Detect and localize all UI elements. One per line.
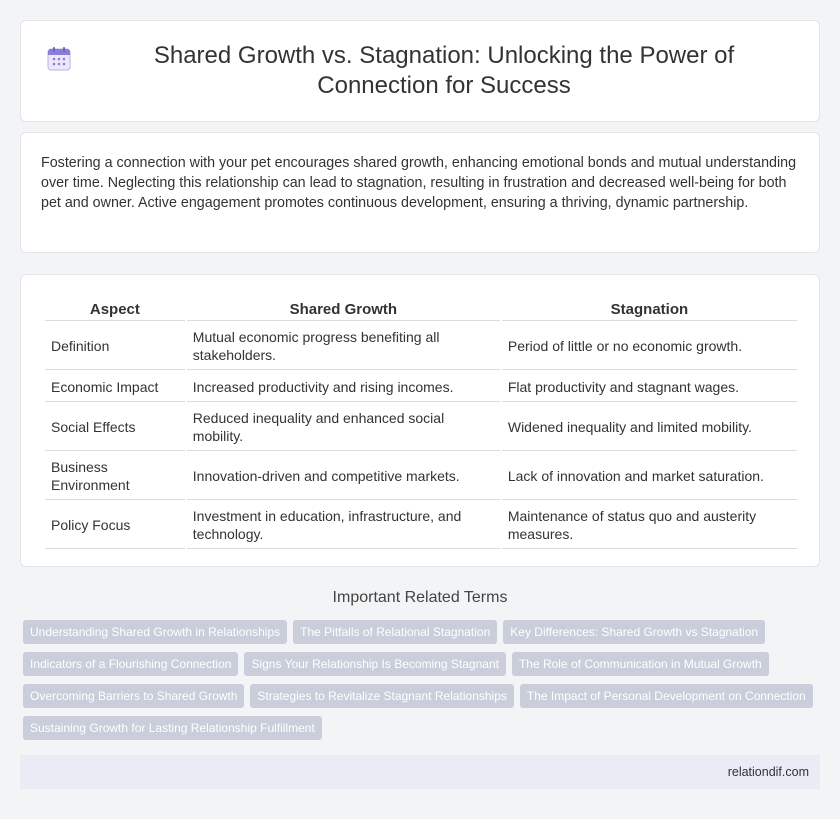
cell-stagnation: Widened inequality and limited mobility. (502, 404, 797, 451)
header-stagnation: Stagnation (502, 297, 797, 321)
related-term-tag[interactable]: Sustaining Growth for Lasting Relationship Fulfillment (23, 716, 322, 740)
comparison-table (43, 295, 799, 551)
cell-aspect: Economic Impact (45, 372, 185, 402)
cell-stagnation: Lack of innovation and market saturation. (502, 453, 797, 500)
related-term-tag[interactable]: Overcoming Barriers to Shared Growth (23, 684, 244, 708)
related-term-tag[interactable]: Indicators of a Flourishing Connection (23, 652, 238, 676)
intro-card (20, 132, 820, 253)
table-row (45, 502, 797, 549)
cell-shared-growth: Investment in education, infrastructure, and technology. (187, 502, 500, 549)
related-term-tag[interactable]: Strategies to Revitalize Stagnant Relationships (250, 684, 513, 708)
header-aspect: Aspect (45, 297, 185, 321)
cell-stagnation: Flat productivity and stagnant wages. (502, 372, 797, 402)
cell-aspect: Policy Focus (45, 502, 185, 549)
table-header-row (45, 297, 797, 321)
intro-paragraph: Fostering a connection with your pet encourages shared growth, enhancing emotional bonds and mutual understanding over time. Neglecting this relationship can lead to stagnation, resulting in frustration and decreased well-being for both pet and owner. Active engagement promotes continuous development, ensuring a thriving, dynamic partnership. (41, 155, 797, 211)
cell-shared-growth: Mutual economic progress benefiting all stakeholders. (187, 323, 500, 370)
related-terms-tags (20, 620, 820, 740)
related-term-tag[interactable]: The Role of Communication in Mutual Growth (512, 652, 769, 676)
footer-site-link[interactable]: relationdif.com (727, 765, 809, 779)
table-row (45, 453, 797, 500)
page-title: Shared Growth vs. Stagnation: Unlocking the Power of Connection for Success (153, 42, 735, 99)
footer (20, 755, 820, 789)
cell-shared-growth: Increased productivity and rising incomes. (187, 372, 500, 402)
cell-shared-growth: Innovation-driven and competitive markets. (187, 453, 500, 500)
table-row (45, 372, 797, 402)
related-term-tag[interactable]: Understanding Shared Growth in Relationships (23, 620, 287, 644)
related-term-tag[interactable]: Signs Your Relationship Is Becoming Stagnant (244, 652, 506, 676)
cell-stagnation: Maintenance of status quo and austerity measures. (502, 502, 797, 549)
header-inner (46, 41, 794, 101)
table-row (45, 404, 797, 451)
header-shared-growth: Shared Growth (187, 297, 500, 321)
related-term-tag[interactable]: Key Differences: Shared Growth vs Stagnation (503, 620, 765, 644)
calendar-icon (46, 46, 72, 72)
table-row (45, 323, 797, 370)
cell-shared-growth: Reduced inequality and enhanced social mobility. (187, 404, 500, 451)
related-terms-title: Important Related Terms (332, 589, 508, 606)
header-card (20, 20, 820, 122)
cell-aspect: Business Environment (45, 453, 185, 500)
comparison-table-card (20, 274, 820, 567)
cell-aspect: Social Effects (45, 404, 185, 451)
related-term-tag[interactable]: The Impact of Personal Development on Connection (520, 684, 813, 708)
related-term-tag[interactable]: The Pitfalls of Relational Stagnation (293, 620, 497, 644)
related-terms-section (20, 588, 820, 740)
cell-aspect: Definition (45, 323, 185, 370)
cell-stagnation: Period of little or no economic growth. (502, 323, 797, 370)
